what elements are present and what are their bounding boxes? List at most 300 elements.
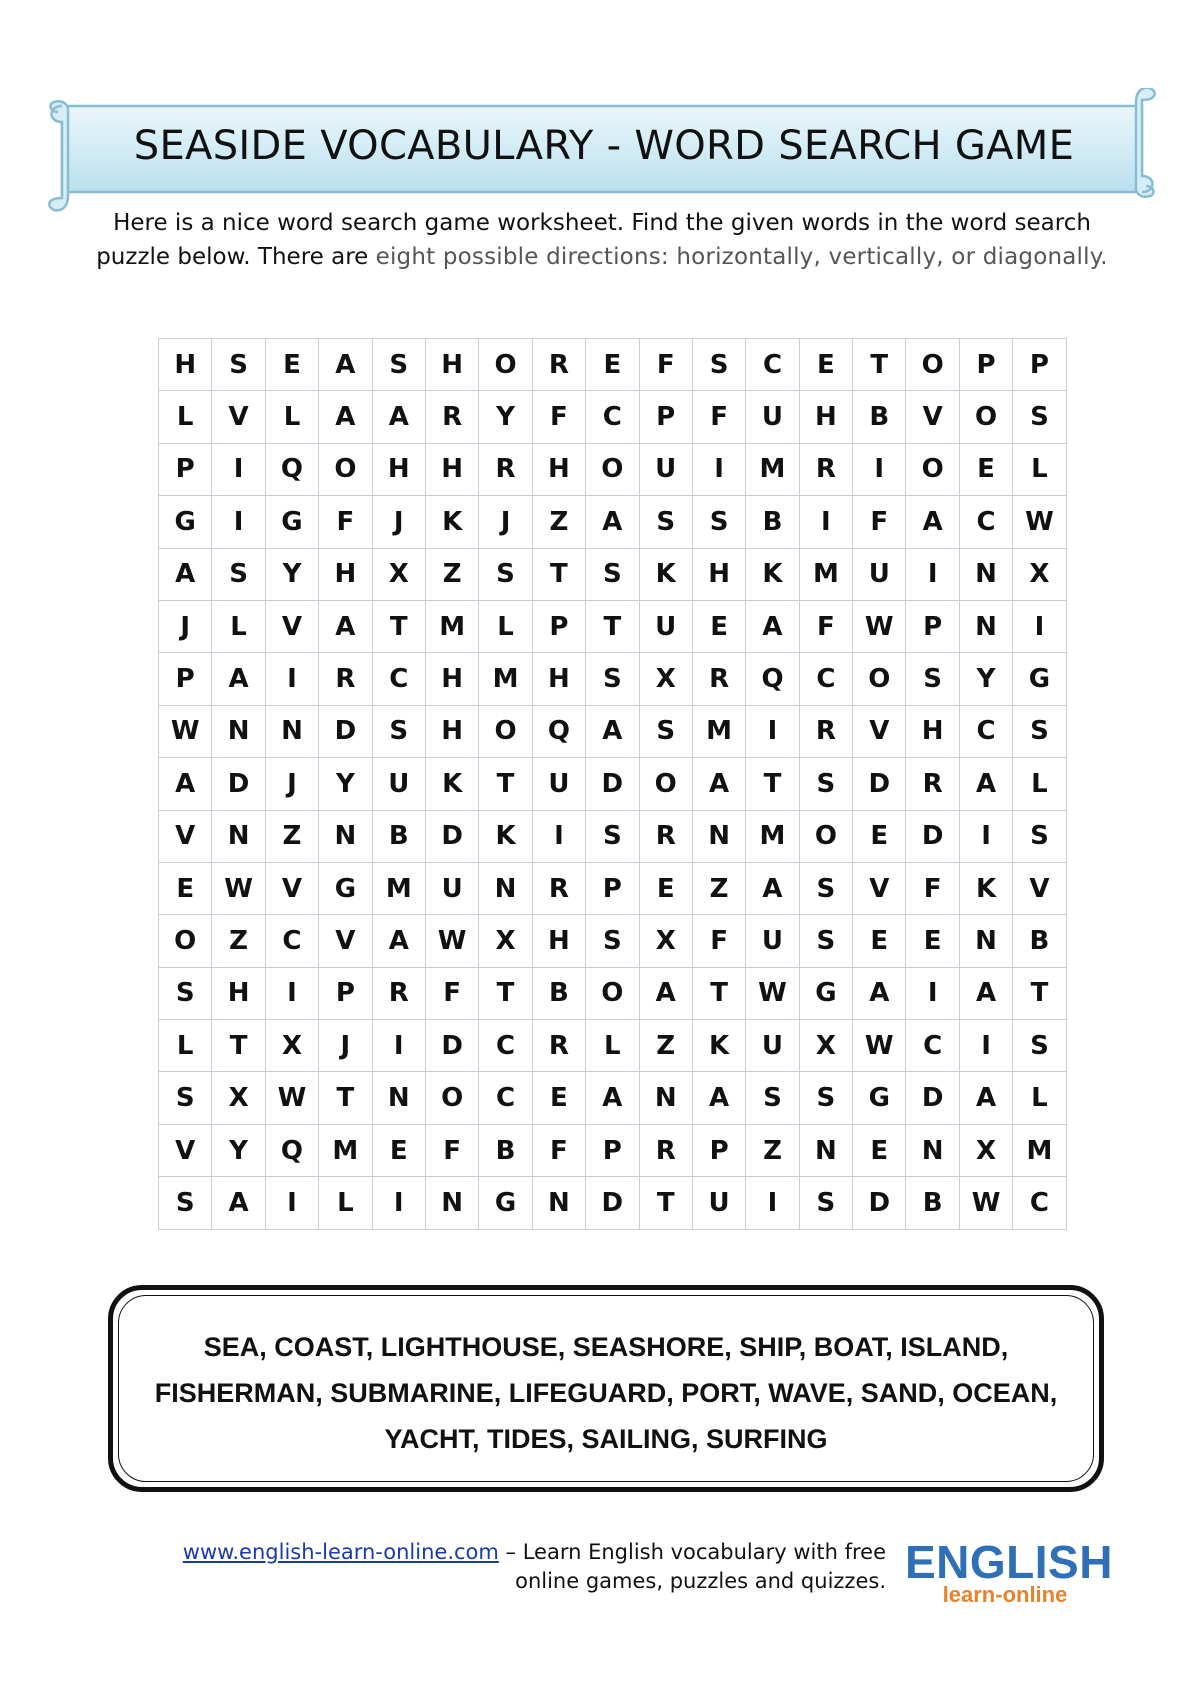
grid-cell[interactable]: T — [586, 600, 639, 652]
grid-cell[interactable]: N — [959, 915, 1012, 967]
grid-row — [159, 915, 1067, 967]
grid-cell[interactable]: F — [853, 496, 906, 548]
grid-cell[interactable]: E — [639, 862, 692, 914]
grid-cell[interactable]: G — [853, 1072, 906, 1124]
grid-cell[interactable]: L — [319, 1177, 372, 1229]
grid-cell[interactable]: F — [532, 391, 585, 443]
grid-cell[interactable]: B — [372, 810, 425, 862]
grid-cell[interactable]: F — [532, 1124, 585, 1176]
grid-cell[interactable]: F — [425, 967, 478, 1019]
grid-cell[interactable]: X — [1013, 548, 1066, 600]
grid-cell[interactable]: T — [1013, 967, 1066, 1019]
grid-row — [159, 967, 1067, 1019]
grid-cell[interactable]: U — [639, 600, 692, 652]
website-link[interactable]: www.english-learn-online.com — [182, 1540, 499, 1564]
intro-directions: eight possible directions: horizontally, vertically, or diagonally. — [375, 244, 1108, 270]
grid-cell[interactable]: J — [372, 496, 425, 548]
grid-cell[interactable]: H — [372, 443, 425, 495]
grid-cell[interactable]: A — [319, 391, 372, 443]
grid-cell[interactable]: S — [799, 1177, 852, 1229]
grid-cell[interactable]: Z — [532, 496, 585, 548]
grid-cell[interactable]: L — [212, 600, 265, 652]
grid-cell[interactable]: H — [799, 391, 852, 443]
grid-cell[interactable]: B — [1013, 915, 1066, 967]
grid-cell[interactable]: S — [906, 653, 959, 705]
grid-cell[interactable]: A — [212, 1177, 265, 1229]
grid-cell[interactable]: X — [799, 1020, 852, 1072]
grid-cell[interactable]: I — [265, 967, 318, 1019]
grid-cell[interactable]: K — [479, 810, 532, 862]
grid-cell[interactable]: A — [212, 653, 265, 705]
grid-cell[interactable]: E — [159, 862, 212, 914]
grid-cell[interactable]: S — [212, 548, 265, 600]
grid-cell[interactable]: S — [799, 758, 852, 810]
grid-cell[interactable]: T — [532, 548, 585, 600]
grid-cell[interactable]: L — [1013, 443, 1066, 495]
grid-cell[interactable]: P — [532, 600, 585, 652]
grid-cell[interactable]: K — [692, 1020, 745, 1072]
grid-cell[interactable]: J — [479, 496, 532, 548]
grid-cell[interactable]: R — [319, 653, 372, 705]
intro-line-2-start: puzzle below. There are — [96, 244, 376, 270]
grid-cell[interactable]: N — [959, 548, 1012, 600]
grid-cell[interactable]: U — [425, 862, 478, 914]
grid-cell[interactable]: U — [372, 758, 425, 810]
grid-cell[interactable]: S — [159, 1072, 212, 1124]
grid-cell[interactable]: U — [746, 915, 799, 967]
grid-cell[interactable]: V — [265, 600, 318, 652]
grid-cell[interactable]: F — [906, 862, 959, 914]
grid-cell[interactable]: A — [372, 915, 425, 967]
grid-cell[interactable]: I — [799, 496, 852, 548]
grid-cell[interactable]: V — [853, 862, 906, 914]
grid-cell[interactable]: D — [425, 1020, 478, 1072]
grid-cell[interactable]: R — [532, 339, 585, 391]
grid-cell[interactable]: D — [212, 758, 265, 810]
grid-cell[interactable]: N — [639, 1072, 692, 1124]
grid-cell[interactable]: A — [853, 967, 906, 1019]
grid-cell[interactable]: P — [959, 339, 1012, 391]
grid-cell[interactable]: O — [906, 443, 959, 495]
grid-cell[interactable]: D — [586, 1177, 639, 1229]
grid-cell[interactable]: E — [372, 1124, 425, 1176]
grid-cell[interactable]: N — [212, 810, 265, 862]
grid-cell[interactable]: M — [692, 705, 745, 757]
grid-cell[interactable]: M — [746, 810, 799, 862]
grid-cell[interactable]: R — [639, 1124, 692, 1176]
grid-cell[interactable]: T — [853, 339, 906, 391]
grid-cell[interactable]: H — [532, 653, 585, 705]
grid-row — [159, 600, 1067, 652]
grid-cell[interactable]: L — [265, 391, 318, 443]
grid-cell[interactable]: W — [746, 967, 799, 1019]
grid-cell[interactable]: A — [692, 758, 745, 810]
grid-cell[interactable]: W — [159, 705, 212, 757]
grid-cell[interactable]: C — [906, 1020, 959, 1072]
grid-cell[interactable]: O — [479, 705, 532, 757]
grid-cell[interactable]: C — [959, 705, 1012, 757]
grid-row — [159, 339, 1067, 391]
grid-cell[interactable]: A — [586, 496, 639, 548]
grid-cell[interactable]: F — [692, 391, 745, 443]
grid-cell[interactable]: O — [799, 810, 852, 862]
grid-cell[interactable]: H — [319, 548, 372, 600]
grid-cell[interactable]: A — [959, 1072, 1012, 1124]
grid-row — [159, 443, 1067, 495]
grid-cell[interactable]: Y — [212, 1124, 265, 1176]
grid-cell[interactable]: T — [319, 1072, 372, 1124]
grid-cell[interactable]: T — [639, 1177, 692, 1229]
grid-cell[interactable]: M — [319, 1124, 372, 1176]
grid-cell[interactable]: S — [586, 653, 639, 705]
grid-cell[interactable]: N — [692, 810, 745, 862]
grid-cell[interactable]: I — [265, 1177, 318, 1229]
grid-cell[interactable]: U — [639, 443, 692, 495]
grid-cell[interactable]: G — [799, 967, 852, 1019]
grid-cell[interactable]: S — [212, 339, 265, 391]
grid-cell[interactable]: A — [746, 600, 799, 652]
grid-cell[interactable]: A — [959, 758, 1012, 810]
grid-cell[interactable]: D — [853, 1177, 906, 1229]
grid-cell[interactable]: N — [212, 705, 265, 757]
grid-cell[interactable]: S — [1013, 1020, 1066, 1072]
grid-cell[interactable]: A — [319, 339, 372, 391]
grid-cell[interactable]: G — [1013, 653, 1066, 705]
grid-cell[interactable]: D — [906, 1072, 959, 1124]
grid-cell[interactable]: O — [319, 443, 372, 495]
grid-cell[interactable]: Q — [265, 443, 318, 495]
grid-cell[interactable]: E — [586, 339, 639, 391]
grid-cell[interactable]: O — [906, 339, 959, 391]
grid-cell[interactable]: V — [265, 862, 318, 914]
grid-cell[interactable]: U — [746, 391, 799, 443]
grid-cell[interactable]: K — [425, 496, 478, 548]
grid-cell[interactable]: V — [906, 391, 959, 443]
grid-cell[interactable]: V — [1013, 862, 1066, 914]
grid-cell[interactable]: M — [372, 862, 425, 914]
grid-cell[interactable]: O — [853, 653, 906, 705]
grid-cell[interactable]: H — [532, 443, 585, 495]
grid-cell[interactable]: S — [372, 339, 425, 391]
grid-cell[interactable]: D — [906, 810, 959, 862]
grid-cell[interactable]: A — [746, 862, 799, 914]
grid-cell[interactable]: E — [906, 915, 959, 967]
grid-cell[interactable]: S — [479, 548, 532, 600]
grid-cell[interactable]: P — [319, 967, 372, 1019]
grid-cell[interactable]: P — [1013, 339, 1066, 391]
grid-cell[interactable]: Q — [746, 653, 799, 705]
grid-cell[interactable]: R — [532, 1020, 585, 1072]
grid-cell[interactable]: X — [959, 1124, 1012, 1176]
grid-cell[interactable]: W — [265, 1072, 318, 1124]
grid-cell[interactable]: S — [159, 967, 212, 1019]
grid-cell[interactable]: C — [1013, 1177, 1066, 1229]
grid-cell[interactable]: X — [265, 1020, 318, 1072]
grid-cell[interactable]: M — [479, 653, 532, 705]
grid-cell[interactable]: G — [479, 1177, 532, 1229]
grid-cell[interactable]: S — [799, 862, 852, 914]
grid-cell[interactable]: P — [586, 1124, 639, 1176]
grid-cell[interactable]: I — [212, 496, 265, 548]
intro-line-1: Here is a nice word search game worksheet. Find the given words in the word search — [113, 210, 1091, 236]
grid-cell[interactable]: R — [799, 705, 852, 757]
grid-cell[interactable]: I — [853, 443, 906, 495]
grid-cell[interactable]: C — [372, 653, 425, 705]
grid-cell[interactable]: U — [532, 758, 585, 810]
grid-cell[interactable]: E — [265, 339, 318, 391]
grid-cell[interactable]: I — [746, 1177, 799, 1229]
grid-cell[interactable]: O — [586, 443, 639, 495]
grid-cell[interactable]: N — [319, 810, 372, 862]
grid-cell[interactable]: H — [906, 705, 959, 757]
grid-cell[interactable]: H — [159, 339, 212, 391]
grid-cell[interactable]: P — [639, 391, 692, 443]
grid-cell[interactable]: W — [212, 862, 265, 914]
grid-cell[interactable]: D — [586, 758, 639, 810]
grid-cell[interactable]: H — [425, 339, 478, 391]
grid-cell[interactable]: O — [425, 1072, 478, 1124]
grid-cell[interactable]: B — [853, 391, 906, 443]
grid-cell[interactable]: S — [692, 496, 745, 548]
grid-cell[interactable]: S — [692, 339, 745, 391]
grid-cell[interactable]: Y — [265, 548, 318, 600]
grid-cell[interactable]: Z — [212, 915, 265, 967]
grid-cell[interactable]: I — [212, 443, 265, 495]
grid-cell[interactable]: A — [586, 1072, 639, 1124]
grid-cell[interactable]: H — [212, 967, 265, 1019]
grid-cell[interactable]: N — [425, 1177, 478, 1229]
grid-cell[interactable]: N — [265, 705, 318, 757]
grid-cell[interactable]: O — [586, 967, 639, 1019]
grid-cell[interactable]: K — [639, 548, 692, 600]
grid-cell[interactable]: E — [799, 339, 852, 391]
grid-cell[interactable]: K — [425, 758, 478, 810]
grid-cell[interactable]: C — [479, 1020, 532, 1072]
grid-cell[interactable]: S — [1013, 810, 1066, 862]
grid-cell[interactable]: N — [532, 1177, 585, 1229]
grid-cell[interactable]: W — [853, 600, 906, 652]
grid-cell[interactable]: X — [479, 915, 532, 967]
grid-cell[interactable]: Z — [639, 1020, 692, 1072]
grid-cell[interactable]: P — [692, 1124, 745, 1176]
grid-cell[interactable]: B — [746, 496, 799, 548]
grid-cell[interactable]: Y — [319, 758, 372, 810]
grid-cell[interactable]: H — [425, 705, 478, 757]
grid-cell[interactable]: A — [906, 496, 959, 548]
grid-cell[interactable]: X — [212, 1072, 265, 1124]
grid-cell[interactable]: Z — [265, 810, 318, 862]
grid-cell[interactable]: M — [1013, 1124, 1066, 1176]
grid-cell[interactable]: F — [799, 600, 852, 652]
grid-cell[interactable]: O — [639, 758, 692, 810]
grid-cell[interactable]: M — [799, 548, 852, 600]
grid-cell[interactable]: T — [746, 758, 799, 810]
grid-cell[interactable]: Y — [959, 653, 1012, 705]
grid-cell[interactable]: J — [265, 758, 318, 810]
grid-cell[interactable]: G — [319, 862, 372, 914]
grid-cell[interactable]: S — [746, 1072, 799, 1124]
grid-cell[interactable]: D — [425, 810, 478, 862]
grid-cell[interactable]: A — [159, 548, 212, 600]
grid-cell[interactable]: K — [959, 862, 1012, 914]
grid-cell[interactable]: R — [479, 443, 532, 495]
grid-cell[interactable]: C — [265, 915, 318, 967]
grid-cell[interactable]: C — [799, 653, 852, 705]
grid-cell[interactable]: U — [853, 548, 906, 600]
grid-cell[interactable]: F — [425, 1124, 478, 1176]
grid-cell[interactable]: Q — [532, 705, 585, 757]
grid-cell[interactable]: H — [425, 653, 478, 705]
grid-cell[interactable]: I — [959, 810, 1012, 862]
grid-cell[interactable]: U — [692, 1177, 745, 1229]
grid-cell[interactable]: I — [746, 705, 799, 757]
grid-cell[interactable]: F — [692, 915, 745, 967]
grid-cell[interactable]: V — [853, 705, 906, 757]
grid-cell[interactable]: C — [479, 1072, 532, 1124]
grid-cell[interactable]: X — [372, 548, 425, 600]
grid-cell[interactable]: C — [746, 339, 799, 391]
grid-cell[interactable]: N — [906, 1124, 959, 1176]
grid-cell[interactable]: T — [372, 600, 425, 652]
grid-cell[interactable]: M — [746, 443, 799, 495]
grid-cell[interactable]: L — [479, 600, 532, 652]
grid-cell[interactable]: A — [959, 967, 1012, 1019]
grid-cell[interactable]: N — [372, 1072, 425, 1124]
grid-cell[interactable]: P — [159, 443, 212, 495]
grid-cell[interactable]: L — [159, 391, 212, 443]
grid-cell[interactable]: S — [586, 548, 639, 600]
grid-cell[interactable]: I — [692, 443, 745, 495]
grid-cell[interactable]: A — [586, 705, 639, 757]
grid-cell[interactable]: K — [746, 548, 799, 600]
grid-cell[interactable]: S — [159, 1177, 212, 1229]
grid-cell[interactable]: F — [639, 339, 692, 391]
grid-cell[interactable]: I — [372, 1020, 425, 1072]
grid-cell[interactable]: C — [586, 391, 639, 443]
grid-cell[interactable]: S — [799, 1072, 852, 1124]
grid-cell[interactable]: R — [639, 810, 692, 862]
grid-cell[interactable]: S — [1013, 705, 1066, 757]
grid-cell[interactable]: W — [853, 1020, 906, 1072]
grid-cell[interactable]: I — [265, 653, 318, 705]
grid-cell[interactable]: L — [159, 1020, 212, 1072]
grid-cell[interactable]: A — [159, 758, 212, 810]
grid-cell[interactable]: M — [425, 600, 478, 652]
grid-cell[interactable]: V — [319, 915, 372, 967]
grid-cell[interactable]: S — [372, 705, 425, 757]
grid-cell[interactable]: S — [639, 705, 692, 757]
grid-cell[interactable]: D — [319, 705, 372, 757]
grid-cell[interactable]: S — [586, 915, 639, 967]
grid-cell[interactable]: L — [586, 1020, 639, 1072]
grid-cell[interactable]: A — [319, 600, 372, 652]
grid-cell[interactable]: E — [853, 810, 906, 862]
grid-cell[interactable]: I — [959, 1020, 1012, 1072]
grid-cell[interactable]: E — [692, 600, 745, 652]
grid-cell[interactable]: R — [692, 653, 745, 705]
grid-cell[interactable]: E — [532, 1072, 585, 1124]
grid-cell[interactable]: B — [532, 967, 585, 1019]
grid-cell[interactable]: A — [639, 967, 692, 1019]
grid-cell[interactable]: S — [1013, 391, 1066, 443]
grid-cell[interactable]: B — [906, 1177, 959, 1229]
grid-cell[interactable]: W — [1013, 496, 1066, 548]
grid-cell[interactable]: N — [479, 862, 532, 914]
word-list-box — [108, 1285, 1104, 1492]
grid-cell[interactable]: T — [212, 1020, 265, 1072]
grid-cell[interactable]: P — [906, 600, 959, 652]
grid-cell[interactable]: R — [372, 967, 425, 1019]
grid-cell[interactable]: V — [212, 391, 265, 443]
grid-cell[interactable]: G — [159, 496, 212, 548]
grid-cell[interactable]: F — [319, 496, 372, 548]
grid-cell[interactable]: T — [479, 967, 532, 1019]
grid-cell[interactable]: I — [532, 810, 585, 862]
grid-cell[interactable]: R — [532, 862, 585, 914]
grid-cell[interactable]: O — [959, 391, 1012, 443]
grid-cell[interactable]: S — [586, 810, 639, 862]
grid-cell[interactable]: W — [425, 915, 478, 967]
grid-cell[interactable]: L — [1013, 1072, 1066, 1124]
grid-cell[interactable]: I — [372, 1177, 425, 1229]
grid-cell[interactable]: Z — [692, 862, 745, 914]
grid-cell[interactable]: N — [959, 600, 1012, 652]
grid-cell[interactable]: B — [479, 1124, 532, 1176]
grid-cell[interactable]: E — [853, 915, 906, 967]
grid-cell[interactable]: O — [159, 915, 212, 967]
grid-cell[interactable]: V — [159, 810, 212, 862]
grid-cell[interactable]: O — [479, 339, 532, 391]
grid-cell[interactable]: I — [906, 548, 959, 600]
grid-cell[interactable]: H — [425, 443, 478, 495]
grid-cell[interactable]: A — [692, 1072, 745, 1124]
grid-cell[interactable]: X — [639, 653, 692, 705]
grid-cell[interactable]: P — [159, 653, 212, 705]
grid-cell[interactable]: J — [159, 600, 212, 652]
grid-cell[interactable]: W — [959, 1177, 1012, 1229]
grid-cell[interactable]: Q — [265, 1124, 318, 1176]
grid-cell[interactable]: N — [799, 1124, 852, 1176]
grid-cell[interactable]: U — [746, 1020, 799, 1072]
grid-cell[interactable]: T — [479, 758, 532, 810]
grid-cell[interactable]: H — [532, 915, 585, 967]
grid-cell[interactable]: A — [372, 391, 425, 443]
grid-cell[interactable]: P — [586, 862, 639, 914]
grid-cell[interactable]: Z — [746, 1124, 799, 1176]
grid-cell[interactable]: R — [799, 443, 852, 495]
grid-cell[interactable]: G — [265, 496, 318, 548]
grid-cell[interactable]: T — [692, 967, 745, 1019]
grid-cell[interactable]: X — [639, 915, 692, 967]
grid-cell[interactable]: R — [906, 758, 959, 810]
grid-cell[interactable]: C — [959, 496, 1012, 548]
grid-cell[interactable]: E — [853, 1124, 906, 1176]
grid-cell[interactable]: J — [319, 1020, 372, 1072]
grid-cell[interactable]: D — [853, 758, 906, 810]
grid-cell[interactable]: Y — [479, 391, 532, 443]
grid-cell[interactable]: V — [159, 1124, 212, 1176]
grid-cell[interactable]: L — [1013, 758, 1066, 810]
grid-cell[interactable]: I — [1013, 600, 1066, 652]
grid-cell[interactable]: E — [959, 443, 1012, 495]
grid-cell[interactable]: Z — [425, 548, 478, 600]
grid-cell[interactable]: R — [425, 391, 478, 443]
grid-cell[interactable]: H — [692, 548, 745, 600]
grid-cell[interactable]: S — [799, 915, 852, 967]
word-list-line-2: FISHERMAN, SUBMARINE, LIFEGUARD, PORT, WAVE, SAND, OCEAN, — [154, 1378, 1058, 1408]
grid-cell[interactable]: I — [906, 967, 959, 1019]
grid-cell[interactable]: S — [639, 496, 692, 548]
